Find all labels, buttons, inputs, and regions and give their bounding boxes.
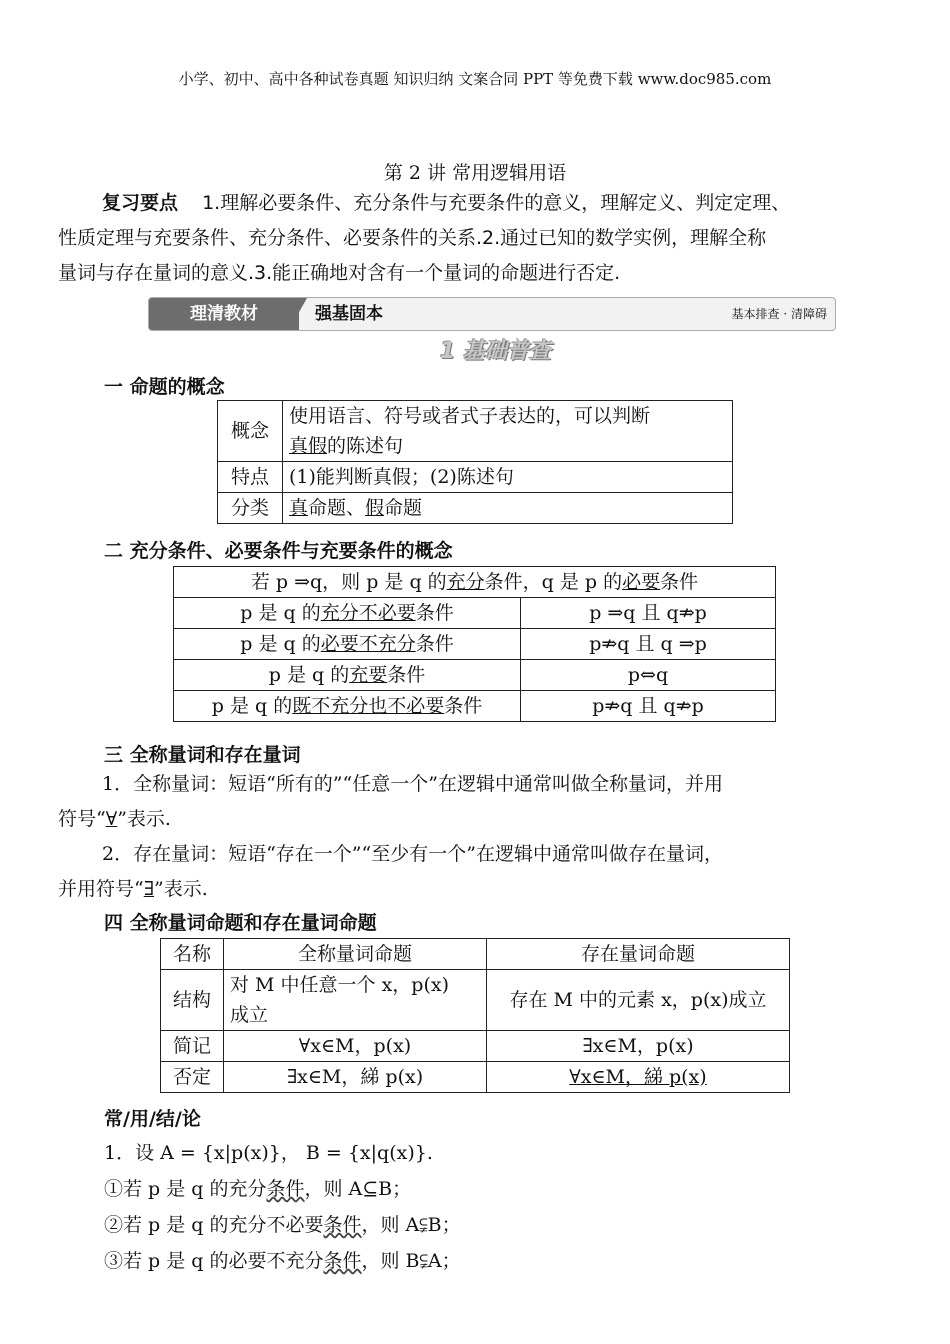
review-label: 复习要点 — [102, 192, 179, 214]
table-cell: p 是 q 的充要条件 — [174, 660, 521, 691]
table-cell: 对 M 中任意一个 x，p(x) 成立 — [224, 970, 487, 1031]
table-row — [174, 691, 776, 722]
table-cell: p⇏q 且 q⇏p — [521, 691, 776, 722]
conclusion-line-2: ①若 p 是 q 的充分条件，则 A⊆B； — [104, 1178, 412, 1200]
site-header: 小学、初中、高中各种试卷真题 知识归纳 文案合同 PPT 等免费下载 www.doc985.com — [178, 70, 772, 88]
table-cell: 概念 — [218, 401, 283, 462]
banner-mid-label: 强基固本 — [315, 304, 383, 324]
table-cell: p 是 q 的既不充分也不必要条件 — [174, 691, 521, 722]
table-row — [161, 939, 790, 970]
table-row — [161, 1062, 790, 1093]
banner-left-label: 理清教材 — [149, 298, 299, 330]
table-cell: 否定 — [161, 1062, 224, 1093]
table-cell: p 是 q 的充分不必要条件 — [174, 598, 521, 629]
table-cell: 简记 — [161, 1031, 224, 1062]
table-cell: p⇏q 且 q ⇒p — [521, 629, 776, 660]
table-cell: ∀x∈M，p(x) — [224, 1031, 487, 1062]
banner-slant — [289, 298, 307, 330]
table-cell: 使用语言、符号或者式子表达的，可以判断 真假的陈述句 — [283, 401, 733, 462]
review-line-3: 量词与存在量词的意义.3.能正确地对含有一个量词的命题进行否定. — [58, 262, 621, 284]
section-2-heading: 二 充分条件、必要条件与充要条件的概念 — [104, 540, 453, 562]
table-row — [174, 567, 776, 598]
conclusion-line-1: 1．设 A = {x|p(x)}， B = {x|q(x)}. — [104, 1142, 433, 1164]
section-4-heading: 四 全称量词命题和存在量词命题 — [104, 912, 377, 934]
quantifier-table — [160, 938, 790, 1093]
quantifier-line-4: 并用符号“∃”表示. — [58, 878, 208, 900]
table-cell: ∀x∈M，綈 p(x) — [487, 1062, 790, 1093]
review-line-1: 复习要点 1.理解必要条件、充分条件与充要条件的意义，理解定义、判定定理、 — [58, 186, 908, 221]
table-cell: p⇔q — [521, 660, 776, 691]
table-row — [174, 660, 776, 691]
table-cell: 全称量词命题 — [224, 939, 487, 970]
table-row — [218, 462, 733, 493]
table-cell: p ⇒q 且 q⇏p — [521, 598, 776, 629]
quantifier-line-1: 1．全称量词：短语“所有的”“任意一个”在逻辑中通常叫做全称量词，并用 — [102, 773, 723, 795]
table-cell: 真命题、假命题 — [283, 493, 733, 524]
table-cell: p 是 q 的必要不充分条件 — [174, 629, 521, 660]
table-row — [161, 1031, 790, 1062]
conclusions-heading: 常/用/结/论 — [104, 1108, 201, 1130]
table-cell: ∃x∈M，p(x) — [487, 1031, 790, 1062]
table-cell: 特点 — [218, 462, 283, 493]
proposition-table — [217, 400, 733, 524]
basic-review-badge: 1 基础普查 — [440, 339, 551, 364]
table-cell: 存在 M 中的元素 x，p(x)成立 — [487, 970, 790, 1031]
section-1-heading: 一 命题的概念 — [104, 376, 225, 398]
page-title: 第 2 讲 常用逻辑用语 — [383, 162, 567, 184]
table-row — [218, 493, 733, 524]
table-cell: (1)能判断真假；(2)陈述句 — [283, 462, 733, 493]
table-cell: 若 p ⇒q，则 p 是 q 的充分条件，q 是 p 的必要条件 — [174, 567, 776, 598]
table-cell: 结构 — [161, 970, 224, 1031]
conclusion-line-4: ③若 p 是 q 的必要不充分条件，则 B⫋A； — [104, 1250, 461, 1272]
banner-right-label: 基本排查 · 清障碍 — [731, 307, 827, 321]
conclusion-line-3: ②若 p 是 q 的充分不必要条件，则 A⫋B； — [104, 1214, 461, 1236]
table-cell: ∃x∈M，綈 p(x) — [224, 1062, 487, 1093]
table-row — [218, 401, 733, 462]
table-cell: 名称 — [161, 939, 224, 970]
table-row — [174, 598, 776, 629]
table-cell: 分类 — [218, 493, 283, 524]
quantifier-line-3: 2．存在量词：短语“存在一个”“至少有一个”在逻辑中通常叫做存在量词， — [102, 843, 723, 865]
quantifier-line-2: 符号“∀”表示. — [58, 808, 171, 830]
review-line-2: 性质定理与充要条件、充分条件、必要条件的关系.2.通过已知的数学实例，理解全称 — [58, 227, 767, 249]
table-row — [174, 629, 776, 660]
table-cell: 存在量词命题 — [487, 939, 790, 970]
section-banner — [148, 297, 836, 331]
table-row — [161, 970, 790, 1031]
condition-table — [173, 566, 776, 722]
section-3-heading: 三 全称量词和存在量词 — [104, 744, 301, 766]
